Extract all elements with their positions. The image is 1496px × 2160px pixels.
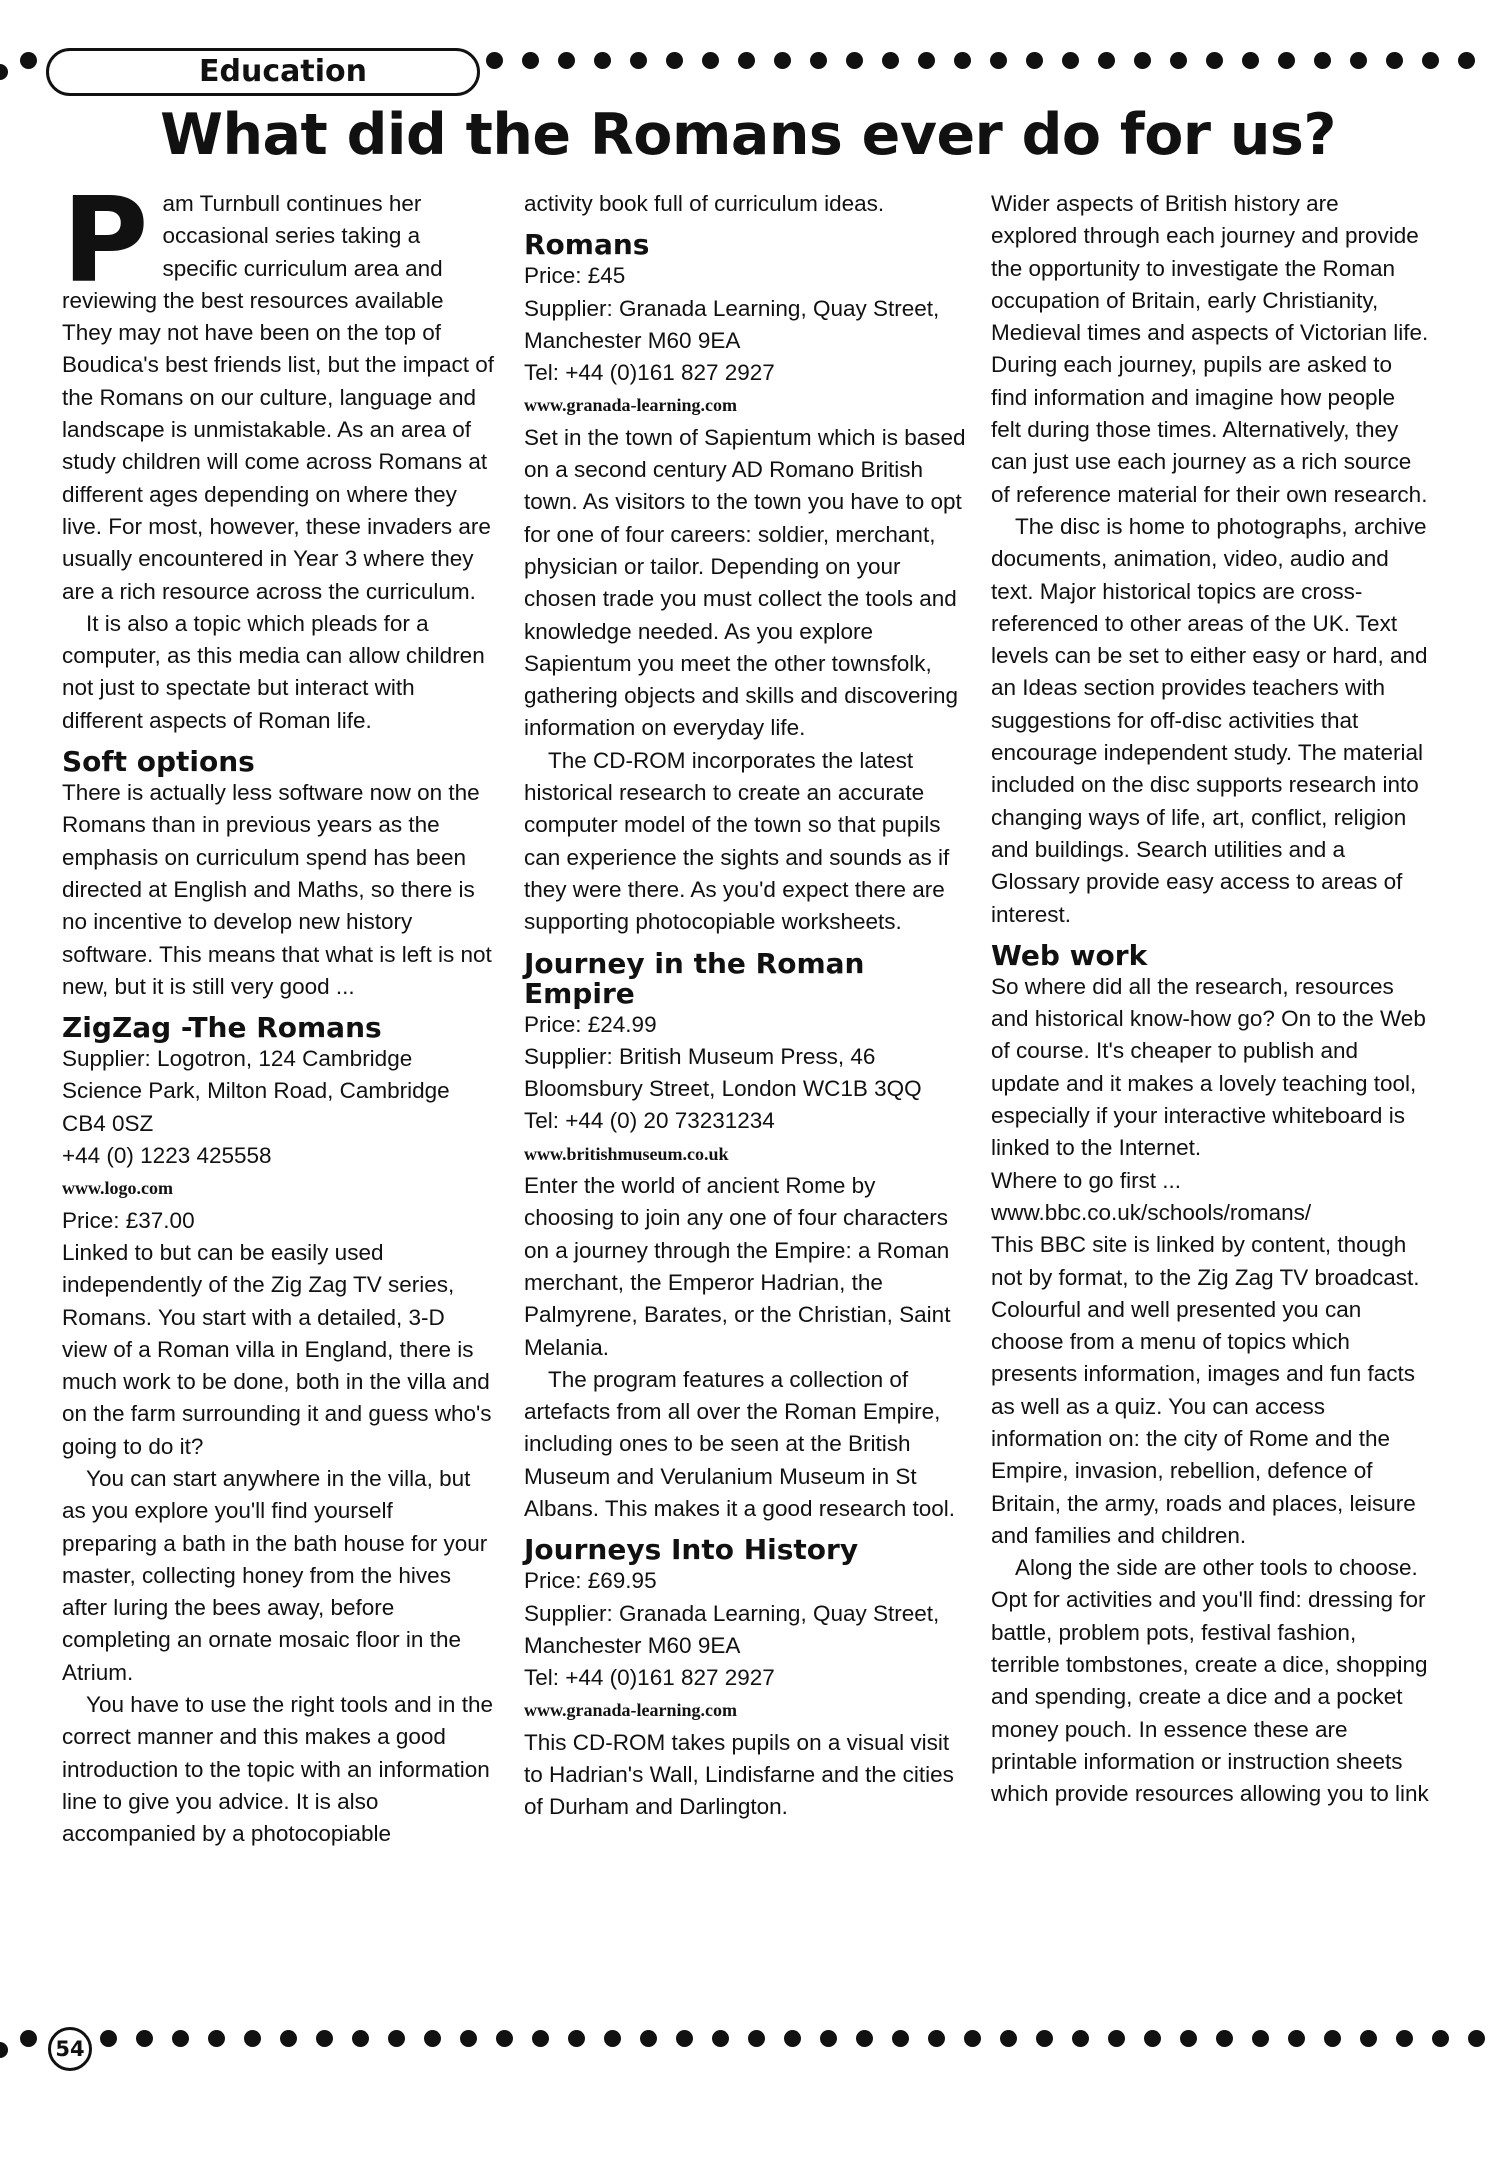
drop-cap: P	[62, 171, 149, 309]
product-heading: Journey in the Roman Empire	[524, 946, 865, 1010]
product-heading: ZigZag -The Romans	[62, 1011, 382, 1045]
paragraph: You can start anywhere in the villa, but as you explore you'll find yourself preparing a bath in the bath house for your master, collecting honey from the hives after luring the bees away, before completing an ornate mosaic floor in the Atrium.	[62, 1465, 488, 1685]
website-url: www.bbc.co.uk/schools/romans/	[991, 1199, 1312, 1225]
price-line: Price: £37.00	[62, 1207, 195, 1233]
section-heading: Web work	[991, 938, 1148, 972]
website-url: www.granada-learning.com	[524, 1700, 737, 1721]
paragraph: Along the side are other tools to choose. Opt for activities and you'll find: dressing for battle, problem pots, festival fashion, terrible tombstones, create a dice, shopping and spending, create a dice and a pocket money pouch. In essence these are printable information or instruction sheets which provide resources allowing you to link	[991, 1555, 1429, 1807]
website-url: www.logo.com	[62, 1178, 173, 1199]
product-heading: Journeys Into History	[524, 1533, 859, 1567]
paragraph: So where did all the research, resources and historical know-how go? On to the Web of course. It's cheaper to publish and update and it makes a lovely teaching tool, especially if your interactive whiteboard is linked to the Internet.	[991, 973, 1426, 1161]
page-title: What did the Romans ever do for us?	[160, 102, 1336, 168]
dot-row-right	[100, 2030, 1490, 2070]
phone-line: Tel: +44 (0)161 827 2927	[524, 360, 775, 386]
product-heading: Romans	[524, 228, 650, 262]
paragraph: Linked to but can be easily used independently of the Zig Zag TV series, Romans. You start with a detailed, 3-D view of a Roman villa in England, there is much work to be done, both in the villa and on the farm surrounding it and guess who's going to do it?	[62, 1239, 492, 1459]
paragraph: The CD-ROM incorporates the latest historical research to create an accurate computer model of the town so that pupils can experience the sights and sounds as if they were there. As you'd expect there are supporting photocopiable worksheets.	[524, 747, 950, 935]
phone-line: Tel: +44 (0)161 827 2927	[524, 1665, 775, 1691]
column-1	[62, 171, 495, 1851]
price-line: Price: £24.99	[524, 1011, 657, 1037]
paragraph: The program features a collection of artefacts from all over the Roman Empire, including ones to be seen at the British Museum and Verulanium Museum in St Albans. This makes it a good research tool.	[524, 1366, 956, 1521]
intro-paragraph: Pam Turnbull continues her occasional series taking a specific curriculum area and reviewing the best resources available They may not have been on the top of Boudica's best friends list, but the impact of the Romans on our culture, language and landscape is unmistakable. As an area of study children will come across Romans at different ages depending on where they live. For most, however, these invaders are usually encountered in Year 3 where they are a rich resource across the curriculum.	[62, 171, 495, 604]
dot-row-left	[20, 52, 42, 92]
price-line: Price: £45	[524, 263, 626, 289]
supplier-line: Supplier: British Museum Press, 46 Bloomsbury Street, London WC1B 3QQ	[524, 1043, 922, 1102]
paragraph: This CD-ROM takes pupils on a visual visit to Hadrian's Wall, Lindisfarne and the cities of Durham and Darlington.	[524, 1729, 954, 1820]
paragraph: Enter the world of ancient Rome by choosing to join any one of four characters on a journey through the Empire: a Roman merchant, the Emperor Hadrian, the Palmyrene, Barates, or the Christian, Saint Melania.	[524, 1173, 951, 1360]
paragraph: You have to use the right tools and in the correct manner and this makes a good introduction to the topic with an information line to give you advice. It is also accompanied by a photocopiable	[62, 1692, 493, 1847]
paragraph: There is actually less software now on the Romans than in previous years as the emphasis on curriculum spend has been directed at English and Maths, so there is no incentive to develop new history software. This means that what is left is not new, but it is still very good ...	[62, 780, 492, 999]
section-tab: Education	[46, 48, 480, 96]
edge-dot	[0, 64, 8, 80]
footer-bar	[0, 2022, 1496, 2082]
paragraph: Wider aspects of British history are explored through each journey and provide the opportunity to investigate the Roman occupation of Britain, early Christianity, Medieval times and aspects of Victorian life. During each journey, pupils are asked to find information and imagine how people felt during those times. Alternatively, they can just use each journey as a rich source of reference material for their own research.	[991, 191, 1429, 507]
supplier-line: Supplier: Granada Learning, Quay Street, Manchester M60 9EA	[524, 295, 940, 353]
supplier-line: Supplier: Granada Learning, Quay Street, Manchester M60 9EA	[524, 1600, 940, 1658]
paragraph: Where to go first ...	[991, 1167, 1182, 1193]
paragraph: Set in the town of Sapientum which is based on a second century AD Romano British town. As visitors to the town you have to opt for one of four careers: soldier, merchant, physician or tailor. Depending on your chosen trade you must collect the tools and knowledge needed. As you explore Sapientum you meet the other townsfolk, gathering objects and skills and discovering information on everyday life.	[524, 424, 966, 741]
website-url: www.granada-learning.com	[524, 395, 737, 416]
column-3	[991, 188, 1431, 1811]
paragraph: It is also a topic which pleads for a computer, as this media can allow children not just to spectate but interact with different aspects of Roman life.	[62, 610, 485, 733]
paragraph: activity book full of curriculum ideas.	[524, 191, 885, 216]
supplier-line: Supplier: Logotron, 124 Cambridge Science Park, Milton Road, Cambridge CB4 0SZ	[62, 1046, 450, 1136]
column-2	[524, 188, 966, 1824]
page-number: 54	[48, 2027, 92, 2071]
dot-row-left	[20, 2030, 42, 2070]
phone-line: Tel: +44 (0) 20 73231234	[524, 1108, 775, 1134]
section-heading: Soft options	[62, 745, 255, 779]
paragraph: The disc is home to photographs, archive documents, animation, video, audio and text. Major historical topics are cross-referenced to other areas of the UK. Text levels can be set to either easy or hard, and an Ideas section provides teachers with suggestions for off-disc activities that encourage independent study. The material included on the disc supports research into changing ways of life, art, conflict, religion and buildings. Search utilities and a Glossary provide easy access to areas of interest.	[991, 513, 1428, 927]
phone-line: +44 (0) 1223 425558	[62, 1143, 272, 1169]
price-line: Price: £69.95	[524, 1568, 657, 1594]
website-url: www.britishmuseum.co.uk	[524, 1143, 729, 1164]
edge-dot	[0, 2042, 8, 2058]
dot-row-right	[486, 52, 1486, 92]
paragraph: This BBC site is linked by content, though not by format, to the Zig Zag TV broadcast. Colourful and well presented you can choose from a menu of topics which presents information, images and fun facts as well as a quiz. You can access information on: the city of Rome and the Empire, invasion, rebellion, defence of Britain, the army, roads and places, leisure and families and children.	[991, 1232, 1420, 1548]
